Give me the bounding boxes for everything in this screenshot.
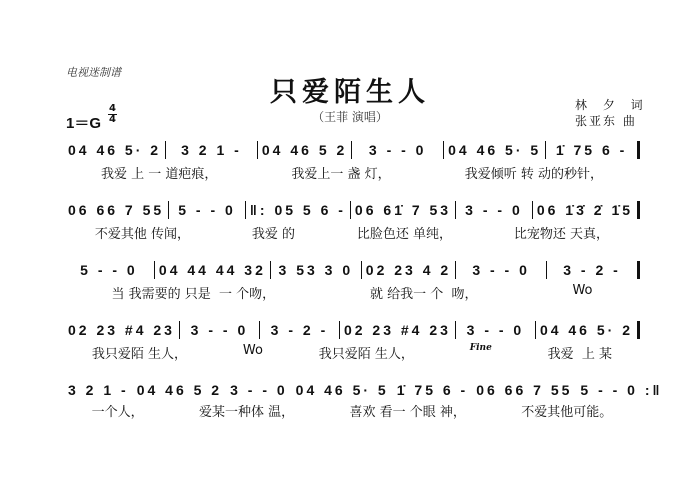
lyric-phrase: 比脸色还 单纯， <box>356 227 453 242</box>
measure: 04 44 44 32 <box>158 262 266 278</box>
measure: 5 - - 0 :‖ <box>580 382 663 398</box>
lyric-phrase: 比宠物还 天真， <box>513 227 610 242</box>
measure: 3 2 1 - <box>181 142 242 158</box>
measure: 04 46 5 2 <box>136 382 223 398</box>
lyric-phrase: 我爱 上 某 <box>547 347 613 362</box>
measure: 06 61̇ 7 53 <box>354 202 452 218</box>
measure: 02 23 #4 23 <box>343 322 451 338</box>
measure: 3 2 1 - <box>68 382 129 398</box>
lyric-phrase: 我爱 上 一 道疤痕， <box>101 167 218 182</box>
measure: 06 66 7 55 <box>68 202 165 218</box>
measure: 1̇ 75 6 - <box>396 382 469 398</box>
lyric-phrase: 不爱其他可能。 <box>521 405 613 420</box>
measure: 3 - 2 - <box>563 262 621 278</box>
measure: 3 53 3 0 <box>278 262 354 278</box>
singer-credit: （王菲 演唱） <box>312 110 388 124</box>
lyric-phrase: 我爱 的 <box>251 227 296 242</box>
barline <box>637 201 640 219</box>
notation-row <box>64 321 640 339</box>
key-signature: 1＝G <box>66 115 102 132</box>
measure: 3 - - 0 <box>472 262 530 278</box>
barline <box>637 141 640 159</box>
measure: 06 66 7 55 <box>476 382 573 398</box>
measure: 04 46 5· 5 <box>448 142 542 158</box>
time-signature <box>108 104 117 125</box>
measure: 04 46 5· 2 <box>539 322 633 338</box>
measure: 04 46 5· 5 <box>295 382 389 398</box>
lyric-phrase: 我爱倾听 转 动的秒针， <box>464 167 603 182</box>
lyrics-row <box>64 343 640 362</box>
measure: 04 46 5 2 <box>261 142 348 158</box>
composer-credit: 张亚东 曲 <box>575 114 637 128</box>
lyric-phrase: 当 我需要的 只是 一 个吻， <box>111 287 276 302</box>
measure: 02 23 #4 23 <box>68 322 175 338</box>
measure: 5 - - 0 <box>80 262 138 278</box>
lyric-phrase: 就 给我一 个 吻， <box>370 287 478 302</box>
barline <box>637 321 640 339</box>
lyric-phrase: 一个人， <box>91 405 144 420</box>
lyric-phrase: 我只爱陌 生人， <box>318 347 414 362</box>
lyric-phrase: 我爱上一 盏 灯， <box>291 167 391 182</box>
lyric-phrase: Wo <box>572 283 593 298</box>
lyric-phrase: Wo <box>242 343 263 358</box>
measure: 1̇ 75 6 - <box>555 142 628 158</box>
measure: 04 46 5· 2 <box>68 142 162 158</box>
measure: 3 - - 0 <box>465 202 523 218</box>
measure: ‖: 05 5 6 - <box>249 202 346 218</box>
notation-row <box>64 141 640 159</box>
lyrics-row <box>64 283 640 302</box>
measure: 02 23 4 2 <box>365 262 452 278</box>
measure: 3 - - 0 <box>190 322 249 338</box>
meter-top: 4 <box>109 103 116 114</box>
lyrics-row <box>64 163 640 182</box>
measure: 06 1̇3̇ 2̇ 1̇5 <box>536 202 634 218</box>
measure: 3 - - 0 <box>466 322 525 338</box>
lyric-phrase: 爱某一种体 温， <box>199 405 295 420</box>
measure: 3 - 2 - <box>270 322 329 338</box>
lyrics-row <box>64 223 640 242</box>
lyric-phrase: 喜欢 看一 个眼 神， <box>349 405 466 420</box>
lyric-phrase: 我只爱陌 生人， <box>91 347 188 362</box>
barline <box>637 261 640 279</box>
notation-row <box>64 381 663 399</box>
measure: 3 - - 0 <box>230 382 288 398</box>
notation-row <box>64 261 640 279</box>
lyric-phrase: 不爱其他 传闻， <box>94 227 191 242</box>
lyrics-row <box>64 401 640 420</box>
fine-marker: Fine <box>469 343 492 353</box>
measure: 5 - - 0 <box>178 202 236 218</box>
meter-bottom: 4 <box>109 114 116 125</box>
notation-row <box>64 201 640 219</box>
measure: 3 - - 0 <box>368 142 427 158</box>
source-label: 电视迷制谱 <box>66 66 121 79</box>
lyricist-credit: 林 夕 词 <box>575 98 649 112</box>
song-title: 只爱陌生人 <box>270 77 430 108</box>
